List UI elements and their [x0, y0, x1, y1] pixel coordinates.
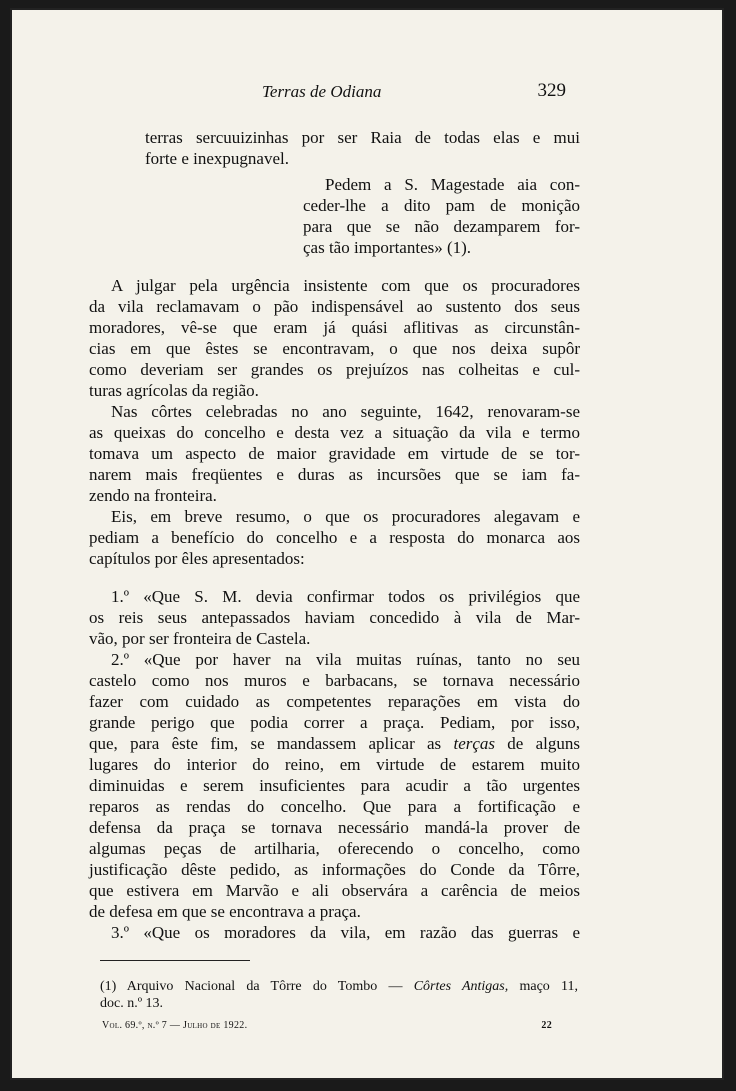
footnote-rule — [100, 960, 250, 961]
footnote-line: doc. n.º 13. — [100, 996, 164, 1011]
italic-term: terças — [453, 734, 496, 753]
quote-line: ças tão importantes» (1). — [303, 238, 472, 257]
text-line: da vila reclamavam o pão indispensável ao sustento dos seus — [89, 297, 580, 316]
signature-number: 22 — [541, 1020, 552, 1031]
footnote-text: maço 11, — [519, 979, 578, 994]
text-line: capítulos por êles apresentados: — [89, 549, 305, 568]
footnote — [100, 978, 578, 1012]
text-line: tomava um aspecto de maior gravidade em virtude de se tor- — [89, 444, 580, 463]
quote-line: Pedem a S. Magestade aia con- — [325, 175, 580, 194]
text-line: cias em que êstes se encontravam, o que nos deixa supôr — [89, 339, 580, 358]
text-line: defensa da praça se tornava necessário mandá-la prover de — [89, 818, 580, 837]
text-line: A julgar pela urgência insistente com que os procuradores — [111, 276, 580, 295]
text-line: turas agrícolas da região. — [89, 381, 259, 400]
text-line: como deveriam ser grandes os prejuízos nas colheitas e cul- — [89, 360, 580, 379]
book-page — [10, 8, 724, 1080]
text-line: de defesa em que se encontrava a praça. — [89, 902, 361, 921]
volume-info: Vol. 69.º, n.º 7 — Julho de 1922. — [102, 1020, 248, 1031]
text-line: grande perigo que podia correr a praça. Pediam, por isso, — [89, 713, 580, 732]
text-line: pediam a benefício do concelho e a resposta do monarca aos — [89, 528, 580, 547]
page-number: 329 — [537, 80, 566, 101]
text-line: vão, por ser fronteira de Castela. — [89, 629, 311, 648]
text-line: as queixas do concelho e desta vez a situação da vila e termo — [89, 423, 580, 442]
text-line: algumas peças de artilharia, oferecendo o concelho, como — [89, 839, 580, 858]
footnote-line — [100, 978, 578, 995]
footnote-source-title: Côrtes Antigas, — [413, 979, 509, 994]
text-line: que estivera em Marvão e ali observára a carência de meios — [89, 881, 580, 900]
text-line: zendo na fronteira. — [89, 486, 217, 505]
text-line: diminuidas e serem insuficientes para acudir a tão urgentes — [89, 776, 580, 795]
text-span: de alguns — [507, 734, 581, 753]
text-line: terras sercuuizinhas por ser Raia de todas elas e mui — [145, 128, 580, 147]
text-line: 2.º «Que por haver na vila muitas ruínas, tanto no seu — [111, 650, 580, 669]
text-line: forte e inexpugnavel. — [145, 149, 289, 168]
text-line: 3.º «Que os moradores da vila, em razão das guerras e — [111, 923, 580, 942]
text-line: fazer com cuidado as competentes reparações em vista do — [89, 692, 580, 711]
quote-line: ceder-lhe a dito pam de monição — [303, 196, 580, 215]
text-line: narem mais freqüentes e duras as incursões que se iam fa- — [89, 465, 580, 484]
text-line: justificação dêste pedido, as informações do Conde da Tôrre, — [89, 860, 580, 879]
quote-line: para que se não dezamparem for- — [303, 217, 580, 236]
text-line: lugares do interior do reino, em virtude de estarem muito — [89, 755, 580, 774]
text-line: Eis, em breve resumo, o que os procuradores alegavam e — [111, 507, 580, 526]
text-line: os reis seus antepassados haviam concedido à vila de Mar- — [89, 608, 580, 627]
text-line: moradores, vê-se que eram já quási aflitivas as circunstân- — [89, 318, 580, 337]
text-line: 1.º «Que S. M. devia confirmar todos os privilégios que — [111, 587, 580, 606]
text-line — [89, 733, 580, 754]
page-header — [12, 82, 722, 106]
text-line: castelo como nos muros e barbacans, se tornava necessário — [89, 671, 580, 690]
footnote-text: (1) Arquivo Nacional da Tôrre do Tombo — — [100, 979, 403, 994]
text-span: que, para êste fim, se mandassem aplicar as — [89, 734, 442, 753]
running-title: Terras de Odiana — [262, 82, 382, 101]
text-line: Nas côrtes celebradas no ano seguinte, 1642, renovaram-se — [111, 402, 580, 421]
text-line: reparos as rendas do concelho. Que para a fortificação e — [89, 797, 580, 816]
